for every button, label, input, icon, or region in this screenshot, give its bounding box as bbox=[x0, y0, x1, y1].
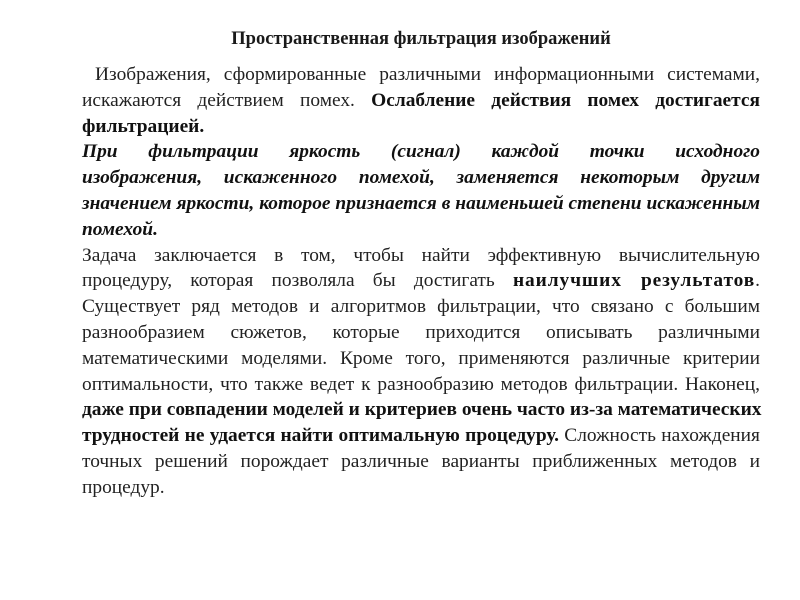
text-line: точных решений порождает различные варианты приближенных методов и bbox=[82, 450, 760, 472]
text-run: искажаются действием помех. bbox=[82, 89, 355, 111]
bold-text-line: фильтрацией. bbox=[82, 115, 205, 137]
text-run: . bbox=[755, 270, 760, 292]
page-title: Пространственная фильтрация изображений bbox=[231, 29, 611, 49]
document-page bbox=[82, 26, 760, 501]
bold-italic-text-line: помехой. bbox=[82, 218, 158, 240]
text-line bbox=[82, 62, 760, 88]
text-line bbox=[82, 268, 760, 294]
text-line: процедур. bbox=[82, 476, 165, 498]
text-run: процедуру, которая позволяла бы достигать bbox=[82, 270, 495, 292]
bold-italic-text-line: значением яркости, которое признается в наименьшей степени искаженным bbox=[82, 192, 760, 214]
text-line: разнообразием сюжетов, которые приходится описывать различными bbox=[82, 321, 760, 343]
text-line: математическими моделями. Кроме того, применяются различные критерии bbox=[82, 347, 760, 369]
text-run: Изображения, сформированные различными информационными системами, bbox=[95, 64, 760, 85]
bold-italic-text-line: При фильтрации яркость (сигнал) каждой точки исходного bbox=[82, 141, 760, 163]
text-line bbox=[82, 423, 760, 449]
text-line: Существует ряд методов и алгоритмов фильтрации, что связано с большим bbox=[82, 296, 760, 318]
text-run: Сложность нахождения bbox=[564, 425, 760, 447]
text-line bbox=[82, 88, 760, 114]
bold-text-line: даже при совпадении моделей и критериев очень часто из-за математических bbox=[82, 399, 762, 421]
bold-italic-text-line: изображения, искаженного помехой, заменяется некоторым другим bbox=[82, 167, 760, 189]
bold-text-run: наилучших результатов bbox=[512, 270, 756, 292]
paragraph-filtering-definition bbox=[82, 139, 760, 242]
bold-text-run: Ослабление действия помех достигается bbox=[371, 89, 760, 111]
bold-text-run: трудностей не удается найти оптимальную процедуру. bbox=[82, 425, 559, 447]
paragraph-task bbox=[82, 243, 760, 501]
text-line: Задача заключается в том, чтобы найти эффективную вычислительную bbox=[82, 244, 760, 266]
paragraph-intro bbox=[82, 62, 760, 139]
text-line: оптимальности, что также ведет к разнообразию методов фильтрации. Наконец, bbox=[82, 373, 760, 395]
